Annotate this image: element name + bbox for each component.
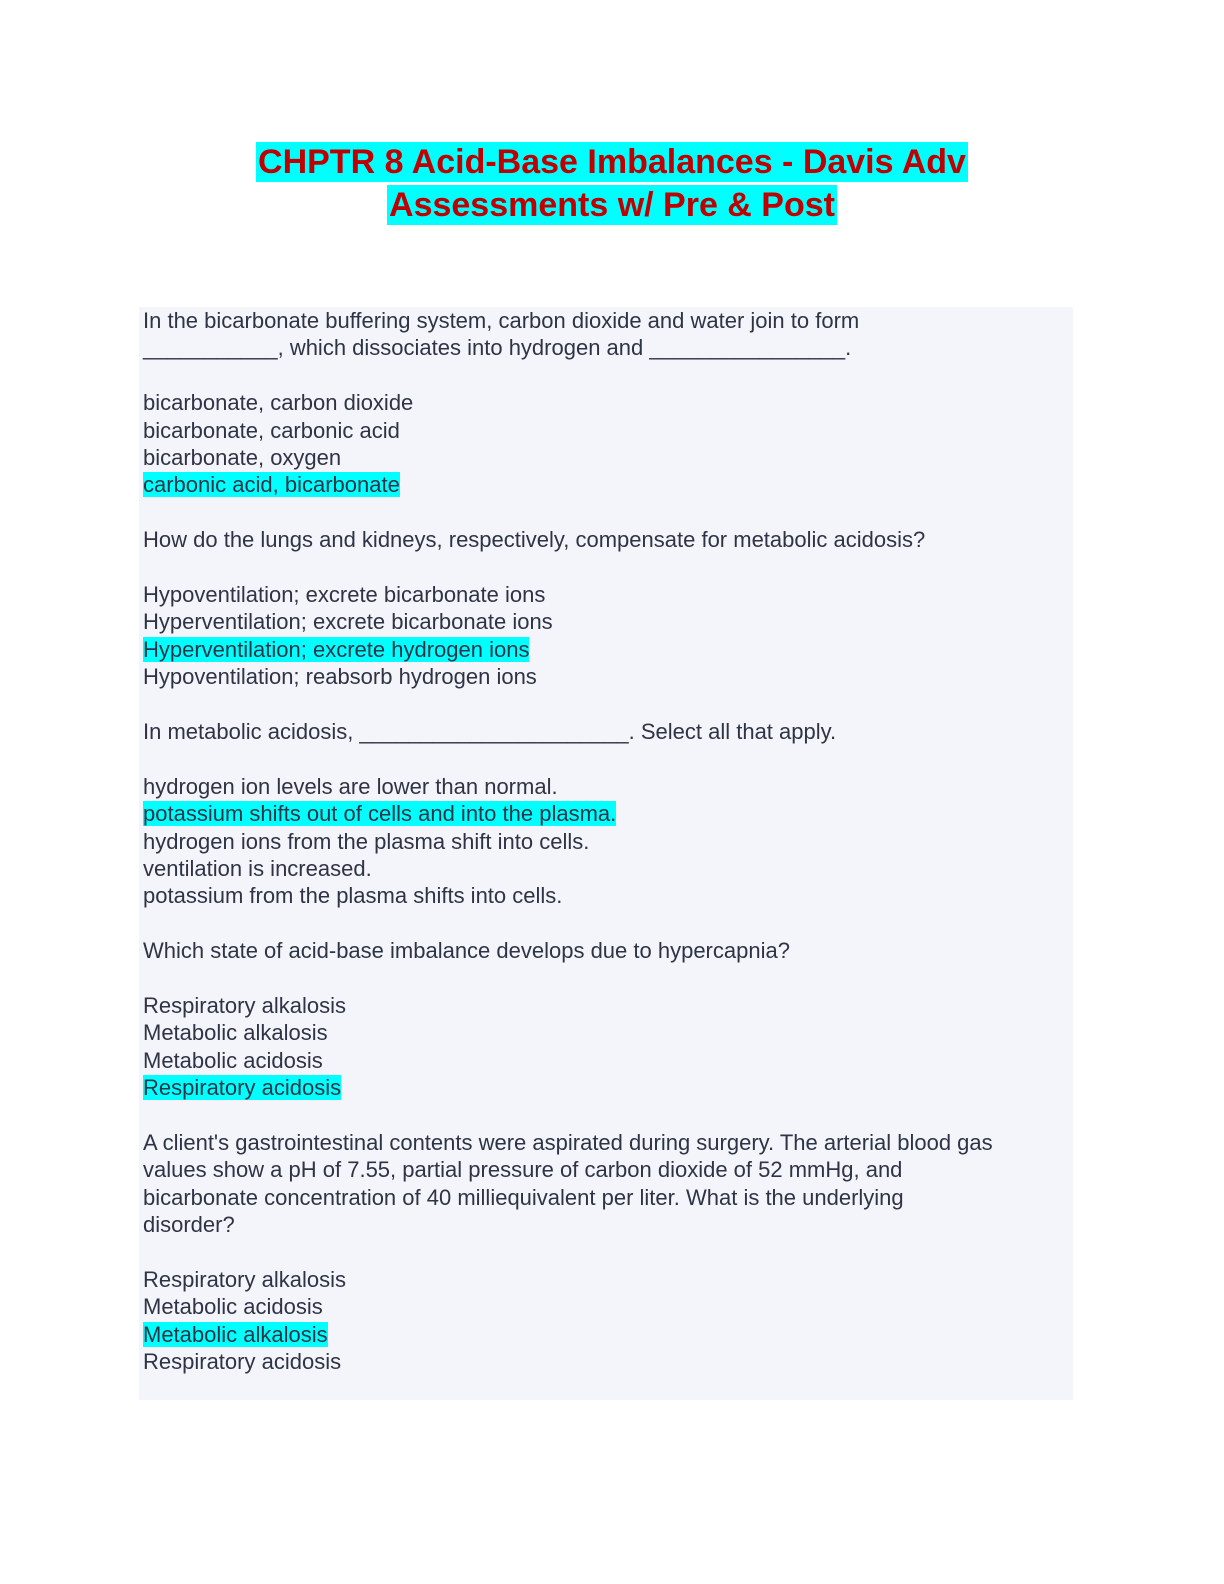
- answer-option: Respiratory alkalosis: [143, 993, 346, 1019]
- answer-option-highlighted: Hyperventilation; excrete hydrogen ions: [143, 636, 530, 662]
- answer-option: Hypoventilation; reabsorb hydrogen ions: [143, 664, 537, 690]
- answer-option: bicarbonate, carbonic acid: [143, 417, 400, 443]
- answer-options: [143, 773, 1071, 910]
- answer-option: Respiratory alkalosis: [143, 1267, 346, 1293]
- answer-option-highlighted: Respiratory acidosis: [143, 1075, 342, 1101]
- document-title: [0, 142, 1224, 228]
- question-2: [143, 526, 1071, 690]
- title-line-1: CHPTR 8 Acid-Base Imbalances - Davis Adv: [258, 143, 966, 181]
- answer-option: bicarbonate, oxygen: [143, 445, 342, 471]
- question-text: A client's gastrointestinal contents were aspirated during surgery. The arterial blood gas values show a pH of 7.55, partial pressure of carbon dioxide of 52 mmHg, and bicarbonate concentration of 40 milliequivalent per liter. What is the underlying disorder?: [143, 1130, 993, 1238]
- answer-option: Metabolic acidosis: [143, 1047, 323, 1073]
- answer-option: Metabolic alkalosis: [143, 1020, 328, 1046]
- answer-option: ventilation is increased.: [143, 856, 372, 882]
- answer-options: [143, 389, 1071, 499]
- answer-option: hydrogen ions from the plasma shift into cells.: [143, 828, 590, 854]
- answer-options: [143, 581, 1071, 691]
- question-text: How do the lungs and kidneys, respectively, compensate for metabolic acidosis?: [143, 527, 926, 553]
- answer-options: [143, 1266, 1071, 1376]
- answer-option-highlighted: carbonic acid, bicarbonate: [143, 472, 400, 498]
- question-list: [143, 307, 1071, 1403]
- question-text: In metabolic acidosis, ______________________. Select all that apply.: [143, 719, 837, 745]
- question-3: [143, 718, 1071, 910]
- answer-option-highlighted: Metabolic alkalosis: [143, 1321, 328, 1347]
- answer-option: hydrogen ion levels are lower than normal.: [143, 773, 558, 799]
- question-text: In the bicarbonate buffering system, carbon dioxide and water join to form ___________, which dissociates into hydrogen and ________________.: [143, 308, 860, 361]
- answer-option: bicarbonate, carbon dioxide: [143, 390, 414, 416]
- answer-option: Hypoventilation; excrete bicarbonate ions: [143, 582, 546, 608]
- question-text: Which state of acid-base imbalance develops due to hypercapnia?: [143, 938, 790, 964]
- answer-option: Respiratory acidosis: [143, 1349, 342, 1375]
- question-5: [143, 1129, 1071, 1376]
- answer-options: [143, 992, 1071, 1102]
- answer-option: Hyperventilation; excrete bicarbonate ions: [143, 609, 553, 635]
- answer-option-highlighted: potassium shifts out of cells and into the plasma.: [143, 801, 617, 827]
- title-line-2: Assessments w/ Pre & Post: [389, 186, 835, 224]
- question-1: [143, 307, 1071, 499]
- answer-option: potassium from the plasma shifts into cells.: [143, 883, 563, 909]
- answer-option: Metabolic acidosis: [143, 1294, 323, 1320]
- question-4: [143, 937, 1071, 1101]
